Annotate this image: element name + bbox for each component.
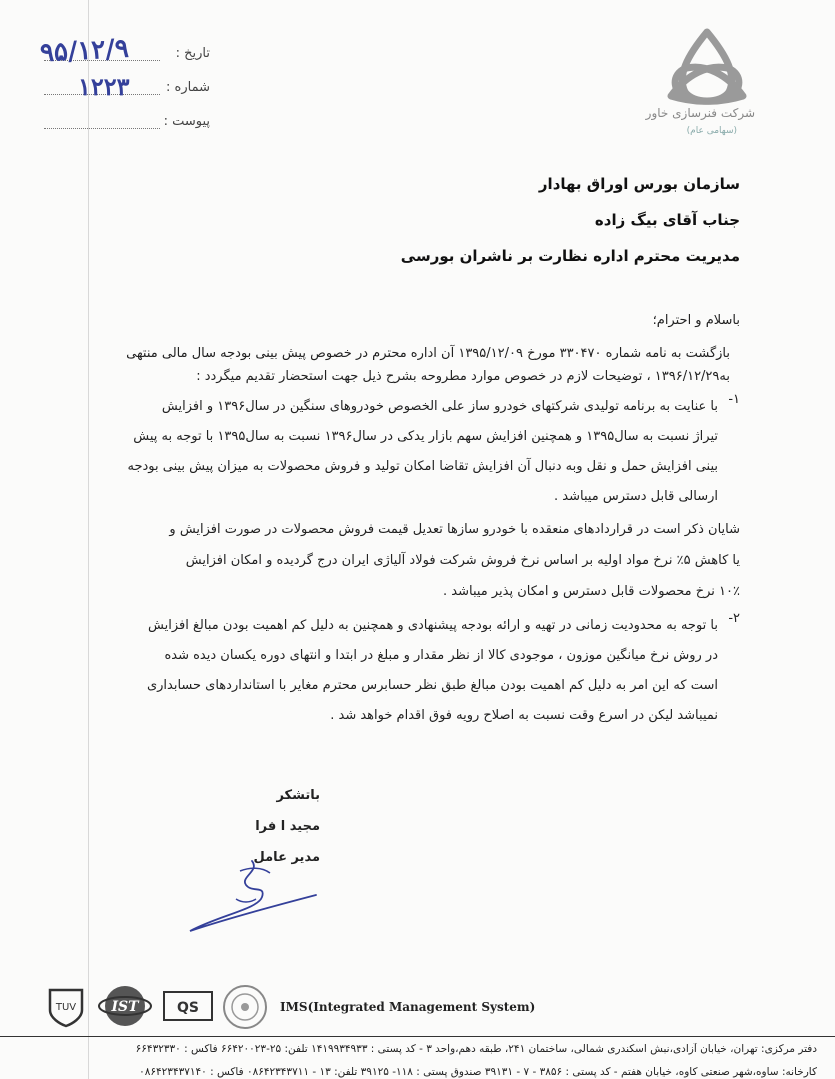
number-handwritten: ۱۲۲۳ — [78, 72, 130, 101]
recipient-organization: سازمان بورس اوراق بهادار — [538, 175, 740, 193]
item-line: با عنایت به برنامه تولیدی شرکتهای خودرو ساز علی الخصوص خودروهای سنگین در سال۱۳۹۶ و افزایش — [161, 399, 718, 414]
signer-name: مجید ا فرا — [255, 819, 320, 834]
item-line: نمیباشد لیکن در اسرع وقت نسبت به اصلاح رویه فوق اقدام خواهد شد . — [330, 708, 718, 723]
date-field — [39, 33, 220, 72]
item-line: بینی افزایش حمل و نقل وبه دنبال آن افزایش تقاضا امکان تولید و فروش محصولات به میزان پیش بینی بودجه — [127, 459, 718, 474]
note-paragraph — [92, 514, 740, 607]
recipient-department: مدیریت محترم اداره نظارت بر ناشران بورسی — [400, 247, 740, 265]
company-type: (سهامی عام) — [686, 126, 737, 136]
intro-line: به۱۳۹۶/۱۲/۲۹ ، توضیحات لازم در خصوص موارد مطروحه بشرح ذیل جهت استحضار تقدیم میگردد : — [196, 368, 730, 384]
item-line: در روش نرخ میانگین موزون ، موجودی کالا از نظر مقدار و مبلغ در ابتدا و انتهای دوره یکسان دیده شده — [164, 648, 718, 663]
certification-seal-icon — [220, 984, 270, 1030]
recipient-person: جناب آقای بیگ زاده — [594, 211, 740, 229]
intro-line: بازگشت به نامه شماره ۳۳۰۴۷۰ مورخ ۱۳۹۵/۱۲/۰۹ آن اداره محترم در خصوص پیش بینی بودجه سال مالی منتهی — [126, 346, 730, 361]
intro-paragraph — [92, 343, 740, 388]
item-number: ۱- — [728, 392, 740, 407]
company-logo-icon — [657, 26, 757, 106]
svg-text:QS: QS — [177, 1000, 199, 1016]
item-line: تیراژ نسبت به سال۱۳۹۵ و همچنین افزایش سهم بازار یدکی در سال۱۳۹۶ نسبت به سال۱۳۹۵ با توجه به پیش — [133, 429, 718, 444]
note-line: شایان ذکر است در قراردادهای منعقده با خودرو سازها تعدیل قیمت فروش محصولات در صورت افزایش و — [169, 522, 740, 537]
signer-title: مدیر عامل — [253, 850, 320, 865]
number-field — [40, 72, 220, 106]
item-number: ۲- — [728, 611, 740, 626]
handwritten-signature-icon — [180, 855, 320, 935]
recipient-block — [340, 175, 740, 283]
date-label: تاریخ : — [175, 46, 210, 61]
attachment-field — [40, 106, 220, 140]
closing-text: باتشکر — [276, 788, 320, 803]
greeting: باسلام و احترام؛ — [652, 313, 740, 328]
letter-header-fields — [39, 33, 220, 140]
footer-office-address: دفتر مرکزی: تهران، خیابان آزادی،نبش اسکندری شمالی، ساختمان ۲۴۱، طبقه دهم،واحد ۳ - کد پستی : ۱۴۱۹۹۳۴۹۳۳ تلفن: ۲۵-۶۶۴۲۰۰۲۳ فاکس : ۶۶۴۳۲۳۳۰ — [135, 1043, 817, 1055]
note-line: ۱۰٪ نرخ محصولات قابل دسترس و امکان پذیر میباشد . — [443, 584, 740, 599]
date-handwritten: ۹۵/۱۲/۹ — [39, 33, 130, 69]
company-name: شرکت فنرسازی خاور — [645, 106, 755, 120]
list-item — [92, 392, 740, 512]
note-line: یا کاهش ۵٪ نرخ مواد اولیه بر اساس نرخ فروش شرکت فولاد آلیاژی ایران درج گردیده و امکان افزایش — [185, 553, 740, 568]
svg-text:IST: IST — [111, 999, 139, 1015]
number-label: شماره : — [166, 80, 210, 95]
footer-divider — [0, 1036, 835, 1037]
item-line: است که این امر به دلیل کم اهمیت بودن مبالغ طبق نظر حسابرس محترم مغایر با استانداردهای حسابداری — [146, 678, 718, 693]
footer-factory-address: کارخانه: ساوه،شهر صنعتی کاوه، خیابان هفتم - کد پستی : ۳۸۵۶ - ۷ - ۳۹۱۳۱ صندوق پستی : ۱۱۸- ۳۹۱۲۵ تلفن: ۱۳ - ۰۸۶۴۲۳۴۳۷۱۱ فاکس : ۰۸۶۴۲۳۴۳۷۱۴۰ — [139, 1066, 817, 1078]
attachment-dots — [44, 128, 160, 129]
svg-text:TUV: TUV — [55, 1002, 77, 1013]
letter-body — [92, 343, 740, 731]
shield-badge-icon — [44, 984, 88, 1028]
fold-line — [88, 0, 89, 1079]
qs-badge-icon — [162, 984, 214, 1028]
list-item — [92, 611, 740, 731]
item-line: ارسالی قابل دسترس میباشد . — [554, 489, 718, 504]
ims-label: IMS(Integrated Management System) — [280, 1000, 536, 1014]
attachment-label: پیوست : — [163, 114, 210, 129]
item-line: با توجه به محدودیت زمانی در تهیه و ارائه بودجه پیشنهادی و همچنین به دلیل کم اهمیت بودن مبالغ افزایش — [148, 618, 718, 633]
ist-badge-icon — [96, 984, 154, 1028]
